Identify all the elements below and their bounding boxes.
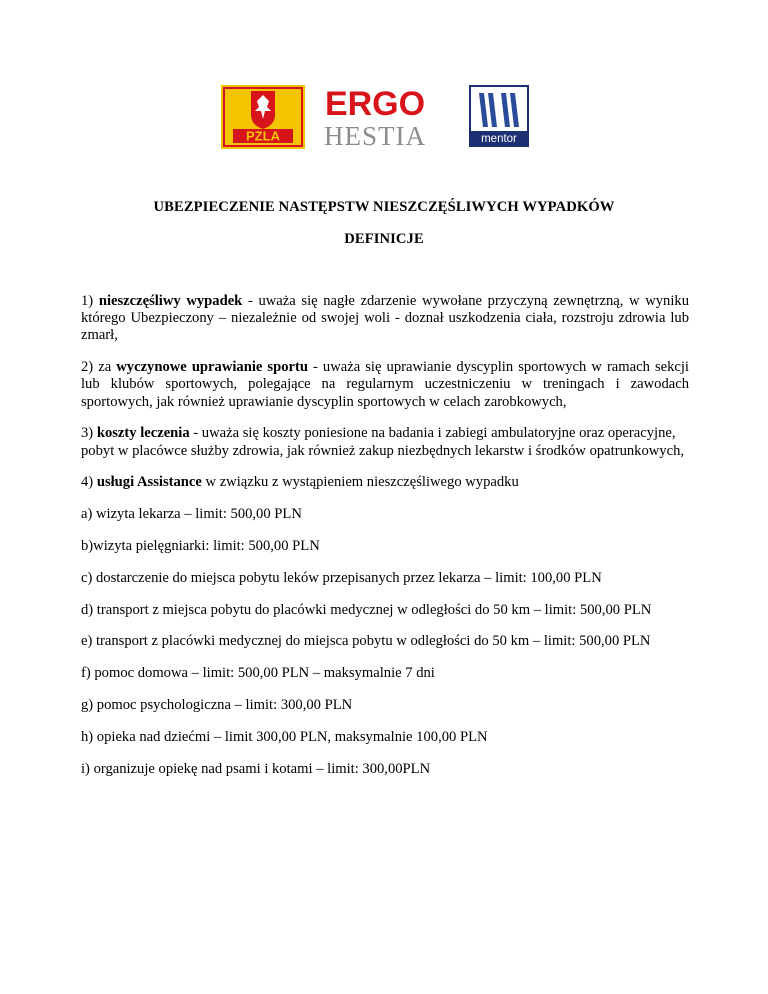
definition-item [81, 474, 689, 491]
definition-number: 4) [81, 474, 94, 491]
definition-prefix: za [98, 359, 117, 376]
document-title: UBEZPIECZENIE NASTĘPSTW NIESZCZĘŚLIWYCH WYPADKÓW [153, 199, 615, 215]
definition-item [81, 359, 689, 411]
mentor-logo [469, 85, 529, 147]
assistance-item: e) transport z placówki medycznej do miejsca pobytu w odległości do 50 km – limit: 500,00 PLN [81, 633, 651, 650]
assistance-item: a) wizyta lekarza – limit: 500,00 PLN [81, 506, 302, 523]
pzla-logo-text: PZLA [246, 128, 280, 144]
assistance-item: g) pomoc psychologiczna – limit: 300,00 PLN [81, 696, 353, 713]
document-body [81, 293, 689, 792]
assistance-item: c) dostarczenie do miejsca pobytu leków przepisanych przez lekarza – limit: 100,00 PLN [81, 569, 602, 586]
definition-text: - uważa się nagłe zdarzenie wywołane przyczyną zewnętrzną, w wyniku którego Ubezpieczony – niezależnie od swojej woli - doznał uszkodzenia ciała, rozstroju zdrowia lub zmarł, [81, 293, 689, 344]
definition-item [81, 425, 689, 459]
logo-bar [0, 85, 768, 151]
definition-text: - uważa się uprawianie dyscyplin sportowych w ramach sekcji lub klubów sportowych, polegające na regularnym uczestniczeniu w treningach i zawodach sportowych, jak również uprawianie dyscyplin sportowych w celach zarobkowych, [81, 359, 689, 410]
assistance-item: d) transport z miejsca pobytu do placówki medycznej w odległości do 50 km – limit: 500,00 PLN [81, 601, 652, 618]
definition-term: wyczynowe uprawianie sportu [116, 359, 308, 376]
assistance-item: i) organizuje opiekę nad psami i kotami – limit: 300,00PLN [81, 760, 431, 777]
assistance-item: b)wizyta pielęgniarki: limit: 500,00 PLN [81, 538, 320, 554]
definition-term: nieszczęśliwy wypadek [98, 293, 243, 309]
document-subtitle: DEFINICJE [344, 231, 424, 247]
definition-number: 1) [81, 293, 94, 309]
pzla-logo [221, 85, 305, 149]
definition-item [81, 293, 689, 345]
definition-term: usługi Assistance [96, 474, 202, 491]
definition-term: koszty leczenia [96, 425, 190, 442]
definition-number: 2) [81, 359, 94, 376]
definition-text: - uważa się koszty poniesione na badania i zabiegi ambulatoryjne oraz operacyjne, pobyt w placówce służby zdrowia, jak również zakup niezbędnych lekarstw i środków opatrunkowych, [81, 425, 685, 459]
ergo-logo-text: ERGO [324, 85, 426, 123]
hestia-logo-text: HESTIA [324, 121, 426, 151]
definition-text: w związku z wystąpieniem nieszczęśliwego wypadku [201, 474, 519, 491]
definition-number: 3) [81, 425, 94, 442]
assistance-item: h) opieka nad dziećmi – limit 300,00 PLN, maksymalnie 100,00 PLN [81, 728, 488, 745]
mentor-logo-text: mentor [481, 133, 517, 145]
ergo-hestia-logo [313, 85, 437, 151]
assistance-item: f) pomoc domowa – limit: 500,00 PLN – maksymalnie 7 dni [81, 665, 435, 682]
